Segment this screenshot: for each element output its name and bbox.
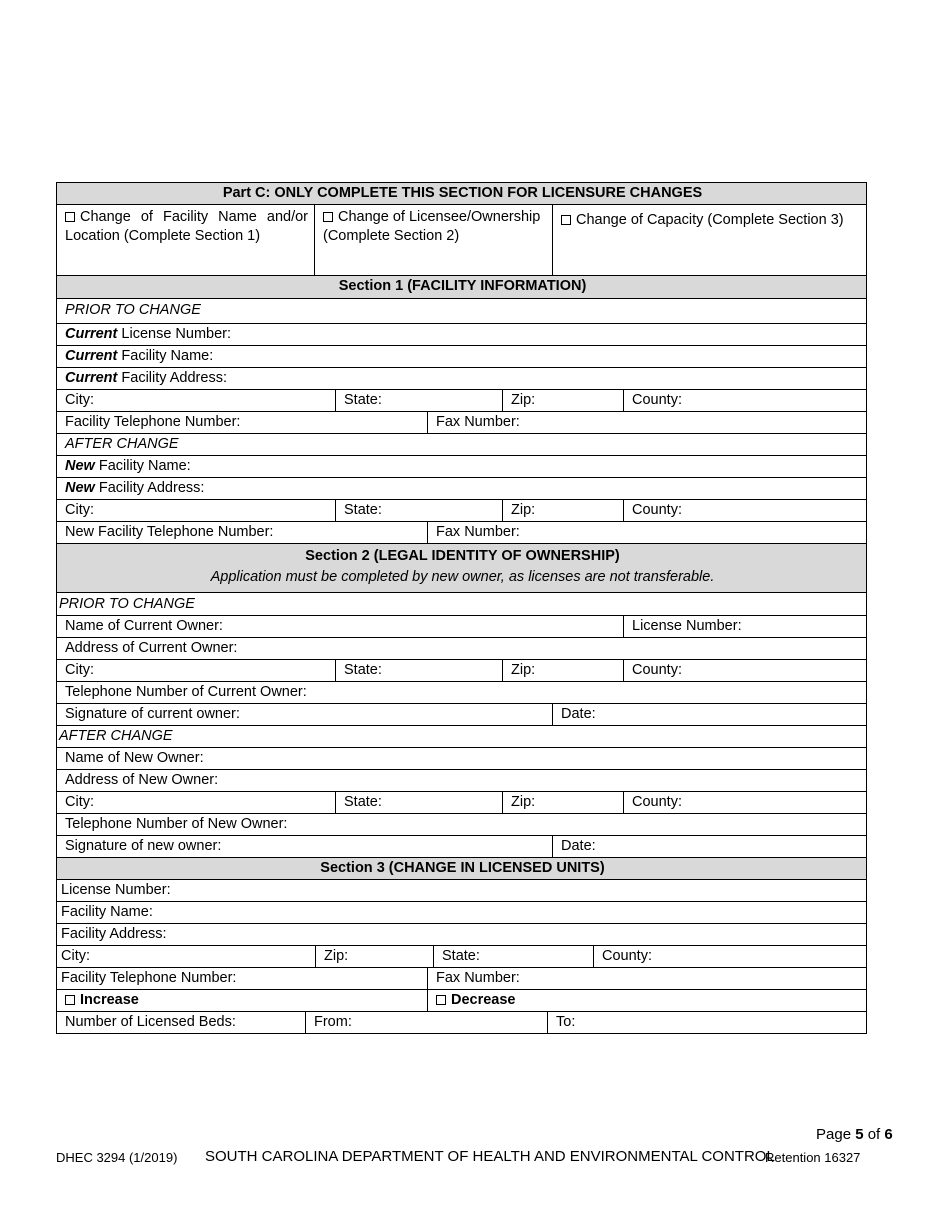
prior-to-change-label: PRIOR TO CHANGE xyxy=(65,302,201,318)
section-1-header-row xyxy=(56,275,867,298)
checkbox-icon[interactable] xyxy=(323,212,333,222)
fax-number-field[interactable]: Fax Number: xyxy=(436,414,520,430)
owner-state-field[interactable]: State: xyxy=(336,660,503,681)
city-field[interactable]: City: xyxy=(57,390,336,411)
checkbox-icon[interactable] xyxy=(436,995,446,1005)
owner-city-field[interactable]: City: xyxy=(57,660,336,681)
section-2-header xyxy=(57,544,866,592)
new-owner-name-field[interactable]: Name of New Owner: xyxy=(65,750,204,766)
s3-fax-number-field[interactable]: Fax Number: xyxy=(436,970,520,986)
licensed-beds-label: Number of Licensed Beds: xyxy=(57,1012,306,1033)
zip-field[interactable]: Zip: xyxy=(503,390,624,411)
new-signature-row xyxy=(56,835,867,857)
current-owner-address-row xyxy=(56,637,867,659)
new-facility-address-field[interactable]: New Facility Address: xyxy=(65,480,205,496)
s3-city-field[interactable]: City: xyxy=(57,946,316,967)
new-city-field[interactable]: City: xyxy=(57,500,336,521)
owner-county-field[interactable]: County: xyxy=(632,662,682,678)
s3-state-field[interactable]: State: xyxy=(434,946,594,967)
page-number: Page 5 of 6 xyxy=(816,1126,893,1143)
licensed-beds-row xyxy=(56,1011,867,1034)
new-owner-phone-field[interactable]: Telephone Number of New Owner: xyxy=(65,816,288,832)
s3-facility-address-field[interactable]: Facility Address: xyxy=(61,926,167,942)
section-3-header-row xyxy=(56,857,867,879)
s3-license-number-field[interactable]: License Number: xyxy=(61,882,171,898)
owner-license-number-field[interactable]: License Number: xyxy=(632,618,742,634)
checkbox-icon[interactable] xyxy=(561,215,571,225)
after-change-label-2: AFTER CHANGE xyxy=(59,728,173,744)
new-owner-zip-field[interactable]: Zip: xyxy=(503,792,624,813)
s3-license-row xyxy=(56,879,867,901)
new-state-field[interactable]: State: xyxy=(336,500,503,521)
facility-telephone-field[interactable]: Facility Telephone Number: xyxy=(57,412,428,433)
new-county-field[interactable]: County: xyxy=(632,502,682,518)
s3-zip-field[interactable]: Zip: xyxy=(316,946,434,967)
prior-change-row xyxy=(56,298,867,323)
current-facility-name-field[interactable]: Current Facility Name: xyxy=(65,348,214,364)
checkbox-icon[interactable] xyxy=(65,995,75,1005)
agency-name: SOUTH CAROLINA DEPARTMENT OF HEALTH AND ENVIRONMENTAL CONTROL xyxy=(205,1148,775,1165)
new-facility-telephone-field[interactable]: New Facility Telephone Number: xyxy=(57,522,428,543)
owner-zip-field[interactable]: Zip: xyxy=(503,660,624,681)
current-owner-signature-field[interactable]: Signature of current owner: xyxy=(57,704,553,725)
option-licensee-ownership[interactable]: Change of Licensee/Ownership (Complete Section 2) xyxy=(315,205,553,275)
section-2-subtitle: Application must be completed by new owner, as licenses are not transferable. xyxy=(210,569,715,585)
option-capacity[interactable]: Change of Capacity (Complete Section 3) xyxy=(553,205,866,275)
new-signature-date-field[interactable]: Date: xyxy=(561,838,596,854)
section-1-title: Section 1 (FACILITY INFORMATION) xyxy=(57,276,866,298)
change-options-row xyxy=(56,204,867,275)
new-telephone-row xyxy=(56,521,867,543)
current-name-row[interactable] xyxy=(56,345,867,367)
increase-option[interactable]: Increase xyxy=(57,990,428,1011)
current-address-row[interactable] xyxy=(56,367,867,389)
new-owner-city-field[interactable]: City: xyxy=(57,792,336,813)
increase-decrease-row xyxy=(56,989,867,1011)
s3-facility-name-field[interactable]: Facility Name: xyxy=(61,904,153,920)
current-owner-phone-field[interactable]: Telephone Number of Current Owner: xyxy=(65,684,307,700)
current-signature-date-field[interactable]: Date: xyxy=(561,706,596,722)
new-owner-row xyxy=(56,747,867,769)
new-owner-phone-row xyxy=(56,813,867,835)
current-owner-row xyxy=(56,615,867,637)
new-owner-county-field[interactable]: County: xyxy=(632,794,682,810)
new-city-state-row xyxy=(56,499,867,521)
prior-to-change-label-2: PRIOR TO CHANGE xyxy=(59,596,195,612)
beds-to-field[interactable]: To: xyxy=(556,1014,576,1030)
s3-facility-telephone-field[interactable]: Facility Telephone Number: xyxy=(57,968,428,989)
new-name-row[interactable] xyxy=(56,455,867,477)
licensure-change-form xyxy=(56,182,867,1034)
form-id: DHEC 3294 (1/2019) xyxy=(56,1150,178,1165)
after-change-label: AFTER CHANGE xyxy=(65,436,179,452)
section-2-header-row xyxy=(56,543,867,592)
state-field[interactable]: State: xyxy=(336,390,503,411)
new-zip-field[interactable]: Zip: xyxy=(503,500,624,521)
county-field[interactable]: County: xyxy=(632,392,682,408)
new-owner-address-row xyxy=(56,769,867,791)
checkbox-icon[interactable] xyxy=(65,212,75,222)
current-signature-row xyxy=(56,703,867,725)
new-owner-state-field[interactable]: State: xyxy=(336,792,503,813)
current-facility-address-field[interactable]: Current Facility Address: xyxy=(65,370,227,386)
new-address-row[interactable] xyxy=(56,477,867,499)
owner-city-row xyxy=(56,659,867,681)
new-owner-city-row xyxy=(56,791,867,813)
current-owner-address-field[interactable]: Address of Current Owner: xyxy=(65,640,238,656)
section-3-title: Section 3 (CHANGE IN LICENSED UNITS) xyxy=(57,858,866,879)
part-c-header-row xyxy=(56,182,867,204)
part-c-title: Part C: ONLY COMPLETE THIS SECTION FOR LICENSURE CHANGES xyxy=(57,183,866,204)
current-license-row[interactable] xyxy=(56,323,867,345)
s3-county-field[interactable]: County: xyxy=(602,948,652,964)
new-owner-signature-field[interactable]: Signature of new owner: xyxy=(57,836,553,857)
beds-from-field[interactable]: From: xyxy=(306,1012,548,1033)
after-change-row-2 xyxy=(56,725,867,747)
prior-change-row-2 xyxy=(56,592,867,615)
s3-address-row xyxy=(56,923,867,945)
current-owner-name-field[interactable]: Name of Current Owner: xyxy=(57,616,624,637)
decrease-option[interactable]: Decrease xyxy=(428,990,866,1011)
current-license-field[interactable]: Current License Number: xyxy=(65,326,232,342)
section-2-title: Section 2 (LEGAL IDENTITY OF OWNERSHIP) xyxy=(305,548,620,564)
new-owner-address-field[interactable]: Address of New Owner: xyxy=(65,772,219,788)
new-fax-number-field[interactable]: Fax Number: xyxy=(436,524,520,540)
telephone-row xyxy=(56,411,867,433)
after-change-row xyxy=(56,433,867,455)
retention-number: Retention 16327 xyxy=(765,1150,861,1165)
city-state-row xyxy=(56,389,867,411)
s3-city-row xyxy=(56,945,867,967)
s3-name-row xyxy=(56,901,867,923)
s3-telephone-row xyxy=(56,967,867,989)
current-owner-phone-row xyxy=(56,681,867,703)
new-facility-name-field[interactable]: New Facility Name: xyxy=(65,458,191,474)
option-name-location[interactable]: Change of Facility Name and/or Location (Complete Section 1) xyxy=(57,205,315,275)
